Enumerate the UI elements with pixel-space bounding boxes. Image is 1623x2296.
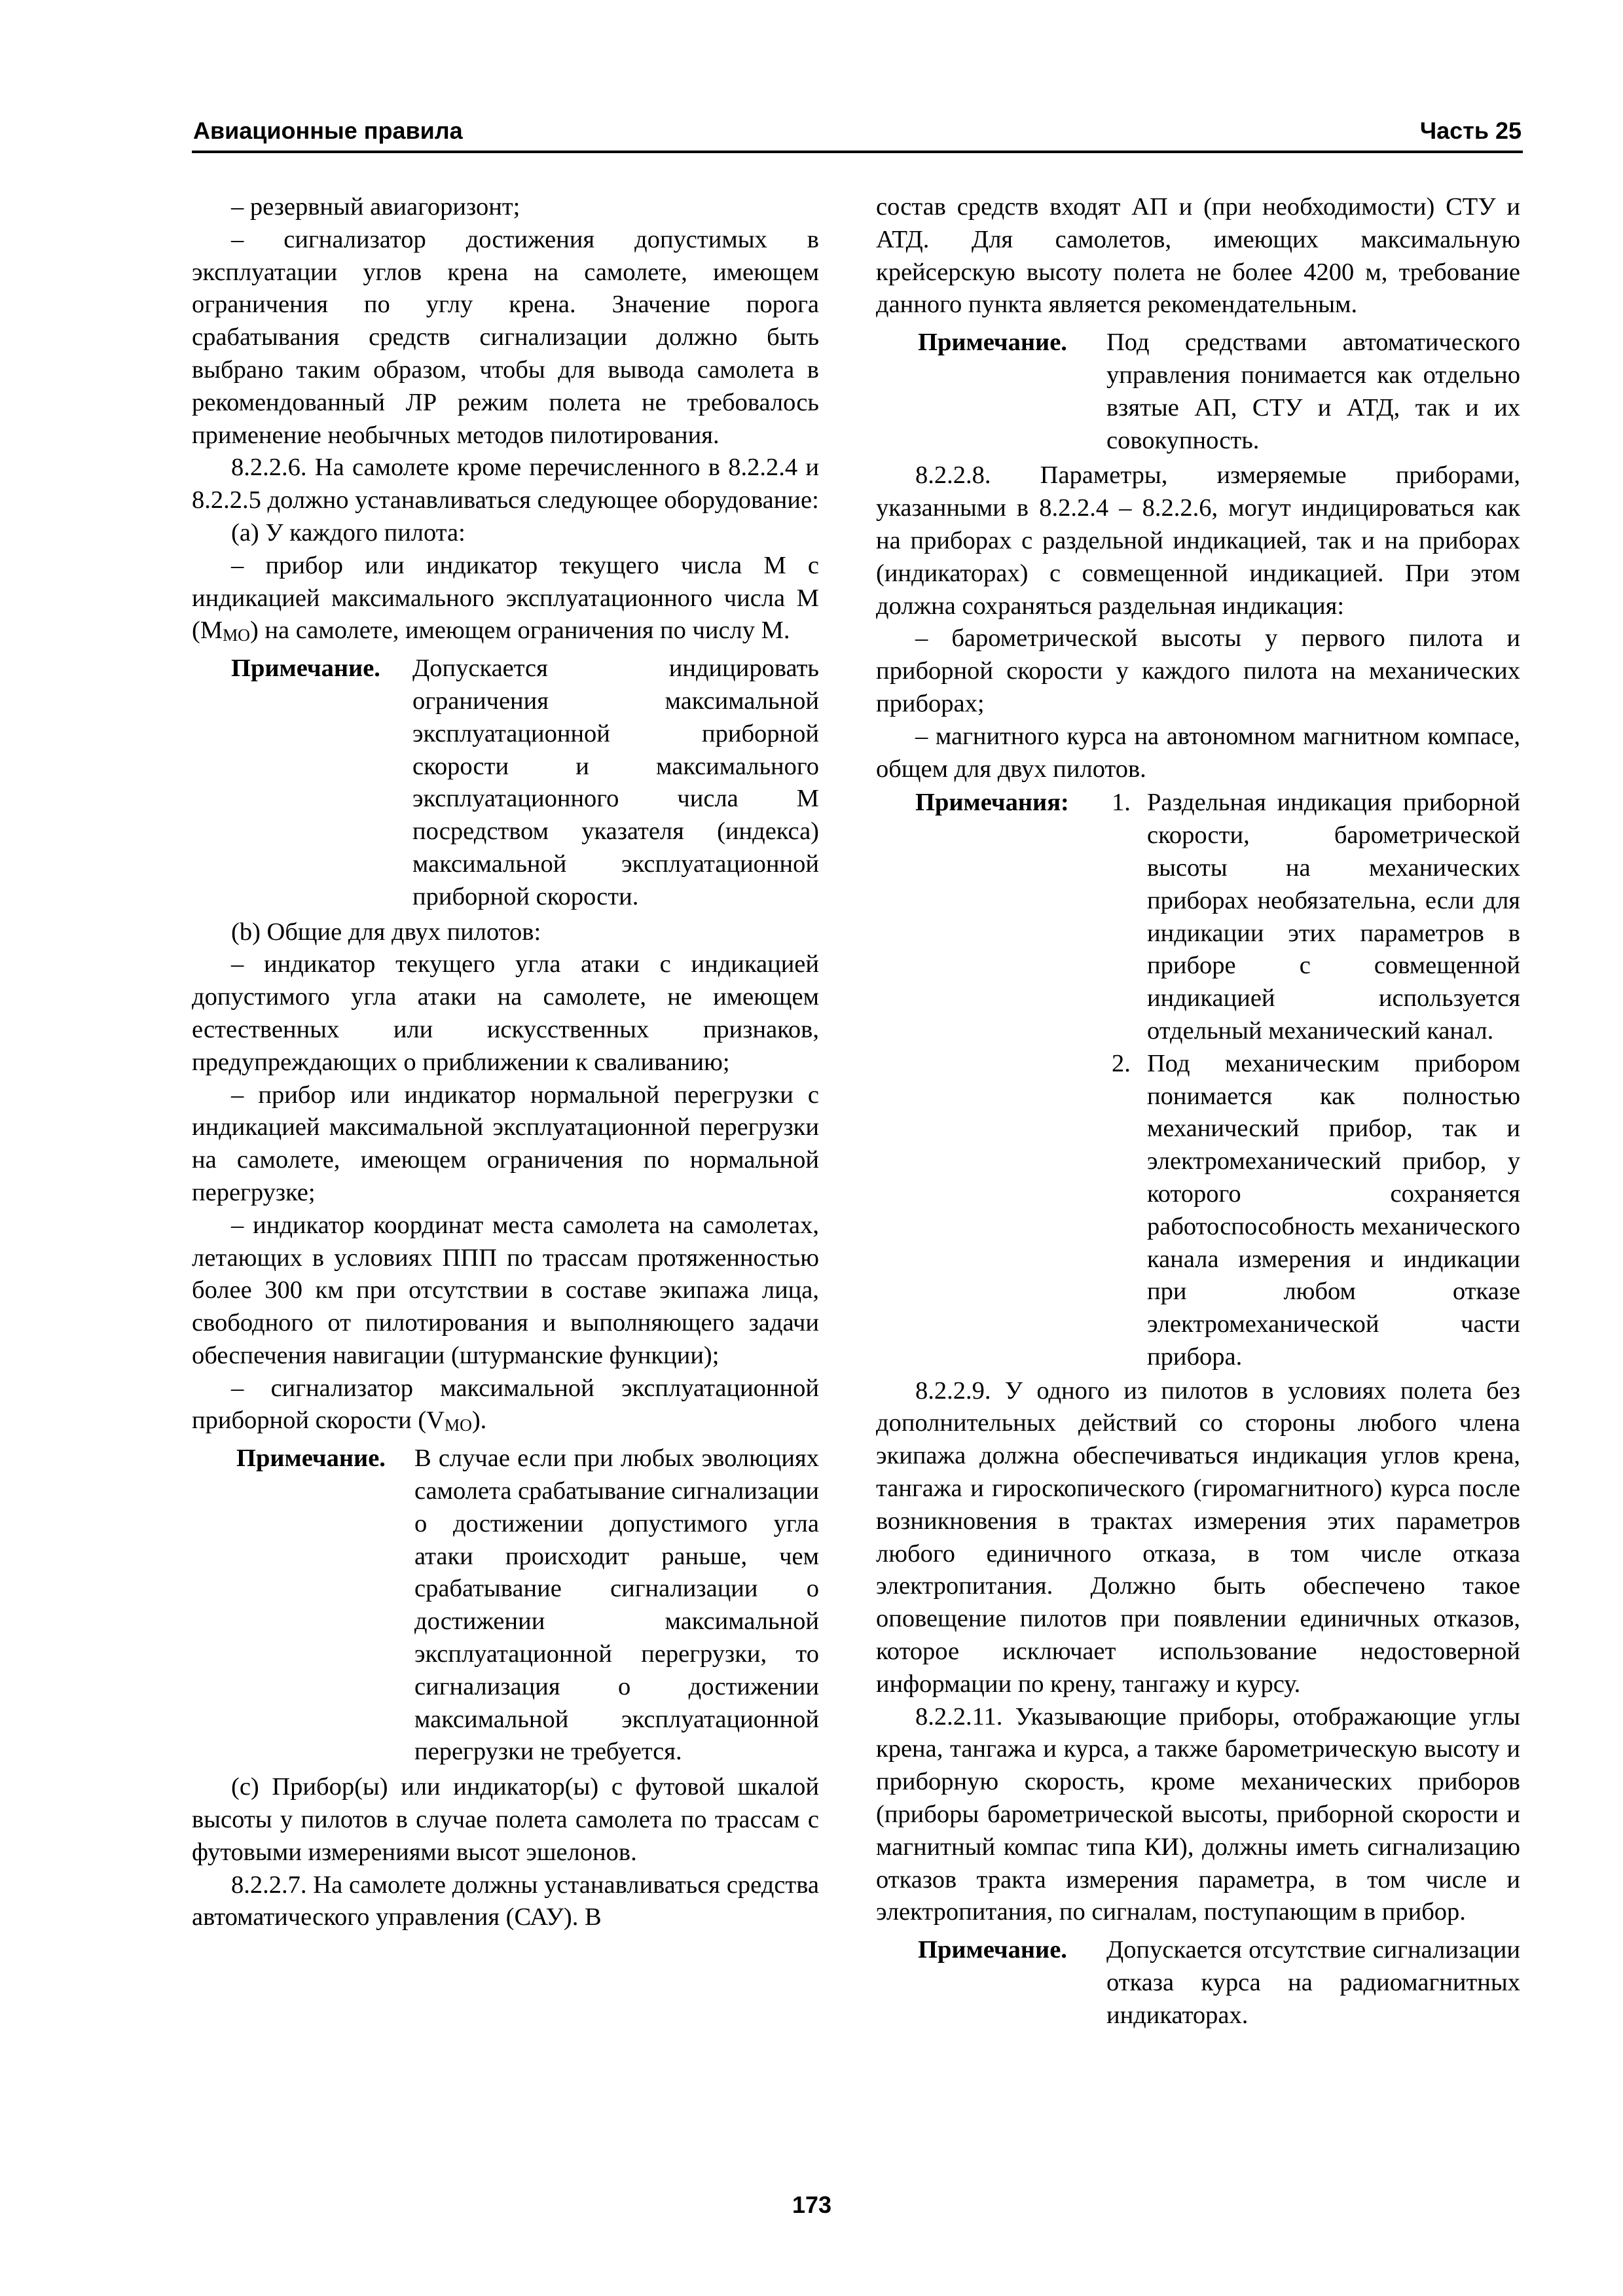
note-label: Примечание. xyxy=(918,329,1067,357)
subscript: MO xyxy=(444,1416,472,1435)
page-number: 173 xyxy=(792,2191,832,2218)
left-column xyxy=(192,191,819,1934)
note-number: 2. xyxy=(1112,1049,1131,1077)
right-column xyxy=(876,191,1520,2035)
paragraph: – индикатор текущего угла атаки с индикацией допустимого угла атаки на самолете, не имеющем естественных или искусственных признаков, предупреждающих о приближении к сваливанию; xyxy=(192,950,819,1076)
note-label: Примечание. xyxy=(236,1444,386,1473)
paragraph: – индикатор координат места самолета на самолетах, летающих в условиях ППП по трассам протяженностью более 300 км при отсутствии в составе экипажа лица, свободного от пилотирования и выполняющего задачи обеспечения навигации (штурманские функции); xyxy=(192,1211,819,1369)
header-part: Часть 25 xyxy=(1419,117,1522,144)
paragraph: – резервный авиагоризонт; xyxy=(231,193,520,221)
paragraph xyxy=(192,550,819,647)
note-text: В случае если при любых эволюциях самолета срабатывание сигнализации о достижении допустимого угла атаки происходит раньше, чем срабатывание сигнализации о достижении максимальной эксплуатационной перегрузки, то сигнализация о достижении максимальной эксплуатационной перегрузки не требуется. xyxy=(414,1444,819,1766)
note-text: Раздельная индикация приборной скорости, барометрической высоты на механических приборах необязательна, если для индикации этих параметров в приборе с совмещенной индикацией используется отдельный механический канал. xyxy=(1147,789,1520,1045)
paragraph: (b) Общие для двух пилотов: xyxy=(231,918,541,946)
paragraph: – магнитного курса на автономном магнитном компасе, общем для двух пилотов. xyxy=(876,722,1520,783)
paragraph: состав средств входят АП и (при необходимости) СТУ и АТД. Для самолетов, имеющих максимальную крейсерскую высоту полета не более 4200 м, требование данного пункта является рекомендательным. xyxy=(876,193,1520,319)
page-header xyxy=(192,113,1523,153)
paragraph: – барометрической высоты у первого пилота и приборной скорости у каждого пилота на механических приборах; xyxy=(876,624,1520,717)
note-text: Под средствами автоматического управления понимается как отдельно взятые АП, СТУ и АТД, так и их совокупность. xyxy=(1106,329,1520,454)
note xyxy=(192,653,819,913)
paragraph: – сигнализатор достижения допустимых в эксплуатации углов крена на самолете, имеющем ограничения по углу крена. Значение порога срабатывания средств сигнализации должно быть выбрано таким образом, чтобы для вывода самолета в рекомендованный ЛР режим полета не требовалось применение необычных методов пилотирования. xyxy=(192,225,819,449)
paragraph: 8.2.2.11. Указывающие приборы, отображающие углы крена, тангажа и курса, а также барометрическую высоту и приборную скорость, кроме механических приборов (приборы барометрической высоты, приборной скорости и магнитный компас типа КИ), должны иметь сигнализацию отказов тракта измерения параметра, в том числе и электропитания, по сигналам, поступающим в прибор. xyxy=(876,1702,1520,1926)
paragraph: (a) У каждого пилота: xyxy=(231,518,465,547)
header-title: Авиационные правила xyxy=(193,117,463,144)
note-item xyxy=(876,787,1520,1047)
note xyxy=(876,327,1520,457)
note-label: Примечание. xyxy=(918,1936,1067,1964)
paragraph xyxy=(192,1372,819,1438)
paragraph: 8.2.2.8. Параметры, измеряемые приборами, указанными в 8.2.2.4 – 8.2.2.6, могут индицироваться как на приборах с раздельной индикацией, так и на приборах (индикаторах) с совмещенной индикацией. При этом должна сохраняться раздельная индикация: xyxy=(876,461,1520,620)
note xyxy=(876,1934,1520,2032)
note-text: Допускается отсутствие сигнализации отказа курса на радиомагнитных индикаторах. xyxy=(1106,1936,1520,2029)
paragraph: 8.2.2.6. На самолете кроме перечисленного в 8.2.2.4 и 8.2.2.5 должно устанавливаться следующее оборудование: xyxy=(192,454,819,514)
note-text: Под механическим прибором понимается как полностью механический прибор, так и электромеханический прибор, у которого сохраняется работоспособность механического канала измерения и индикации при любом отказе электромеханической части прибора. xyxy=(1147,1049,1520,1371)
subscript: MO xyxy=(223,626,250,645)
text-run: – сигнализатор максимальной эксплуатационной приборной скорости (V xyxy=(192,1374,819,1435)
text-run: ). xyxy=(471,1407,487,1435)
note-number: 1. xyxy=(1112,789,1131,817)
notes-list xyxy=(876,787,1520,1373)
paragraph: 8.2.2.7. На самолете должны устанавливаться средства автоматического управления (САУ). В xyxy=(192,1871,819,1931)
text-run: – прибор или индикатор текущего числа М с индикацией максимального эксплуатационного числа М (M xyxy=(192,551,819,645)
note-label: Примечание. xyxy=(231,655,380,683)
note-text: Допускается индицировать ограничения максимальной эксплуатационной приборной скорости и максимального эксплуатационного числа М посредством указателя (индекса) максимальной эксплуатационной приборной скорости. xyxy=(412,655,819,910)
note-item xyxy=(876,1048,1520,1374)
notes-label: Примечания: xyxy=(915,789,1069,817)
paragraph: 8.2.2.9. У одного из пилотов в условиях полета без дополнительных действий со стороны любого члена экипажа должна обеспечиваться индикация углов крена, тангажа и гироскопического (гиромагнитного) курса после возникновения в трактах измерения этих параметров любого единичного отказа, в том числе отказа электропитания. Должно быть обеспечено такое оповещение пилотов при появлении единичных отказов, которое исключает использование недостоверной информации по крену, тангажу и курсу. xyxy=(876,1376,1520,1698)
paragraph: – прибор или индикатор нормальной перегрузки с индикацией максимальной эксплуатационной перегрузки на самолете, имеющем ограничения по нормальной перегрузке; xyxy=(192,1081,819,1206)
note xyxy=(192,1443,819,1768)
paragraph: (c) Прибор(ы) или индикатор(ы) с футовой шкалой высоты у пилотов в случае полета самолета по трассам с футовыми измерениями высот эшелонов. xyxy=(192,1773,819,1866)
text-run: ) на самолете, имеющем ограничения по числу М. xyxy=(249,617,790,645)
notes-label-spacer xyxy=(915,1048,1112,1374)
